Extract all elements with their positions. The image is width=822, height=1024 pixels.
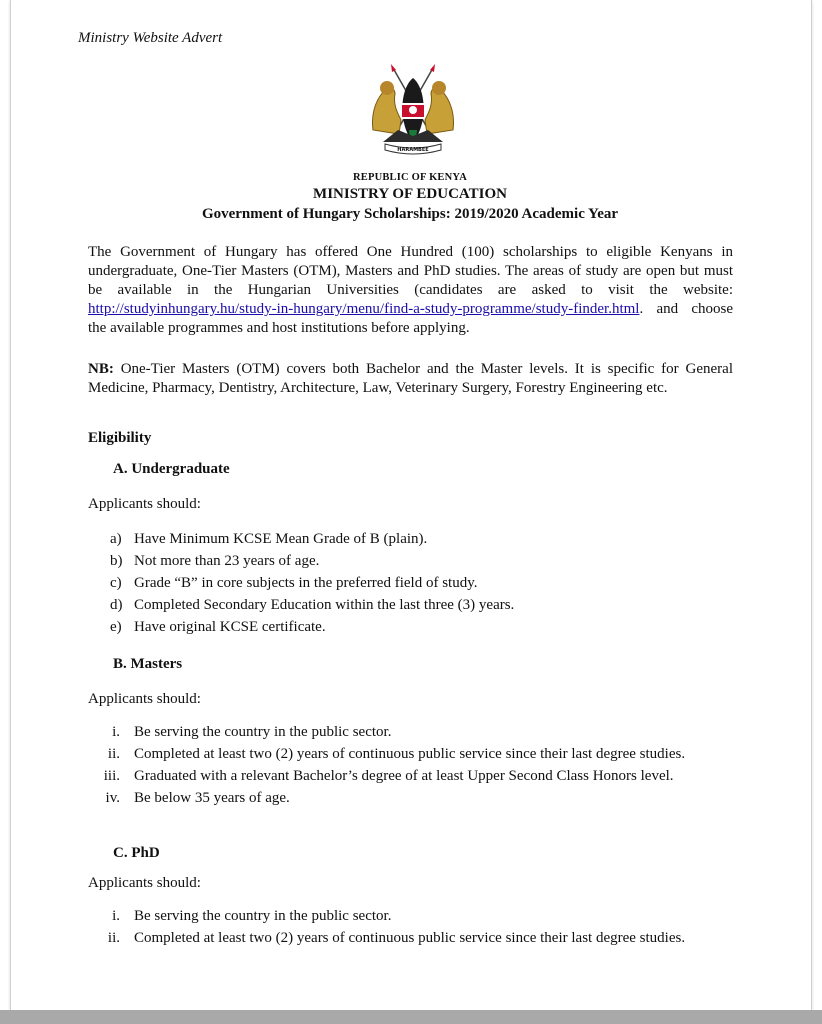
- list-item: c) Grade “B” in core subjects in the preferred field of study.: [110, 575, 478, 591]
- list-item: ii. Completed at least two (2) years of continuous public service since their last degree studies.: [107, 746, 686, 762]
- kenya-coat-of-arms-icon: [363, 60, 463, 160]
- section-intro: Applicants should:: [88, 691, 201, 707]
- intro-paragraph: The Government of Hungary has offered One Hundred (100) scholarships to eligible Kenyans in undergraduate, One-Tier Masters (OTM), Masters and PhD studies. The areas of study are open but must be available in the Hungarian Universities (candidates are asked to visit the website: http://studyinhungary.hu/study-in-hungary/menu/find-a-study-programme/study-finder.html. and choose the available programmes and host institutions before applying.: [88, 244, 733, 336]
- undergraduate-list: [88, 528, 733, 638]
- section-heading-phd: C. PhD: [113, 845, 160, 861]
- section-intro: Applicants should:: [88, 496, 201, 512]
- phd-list: [88, 905, 733, 949]
- list-item: a) Have Minimum KCSE Mean Grade of B (plain).: [110, 531, 428, 547]
- list-item: i. Be serving the country in the public sector.: [112, 908, 392, 924]
- list-item: d) Completed Secondary Education within the last three (3) years.: [110, 597, 515, 613]
- study-finder-link[interactable]: http://studyinhungary.hu/study-in-hungary/menu/find-a-study-programme/study-finder.html: [88, 301, 640, 317]
- header-note: Ministry Website Advert: [78, 30, 223, 46]
- republic-title: REPUBLIC OF KENYA: [352, 172, 468, 183]
- viewer-bottom-bar: [0, 1010, 822, 1024]
- list-item: ii. Completed at least two (2) years of continuous public service since their last degree studies.: [107, 930, 686, 946]
- masters-list: [88, 721, 733, 809]
- svg-text:HARAMBEE: HARAMBEE: [397, 147, 429, 153]
- ministry-title: MINISTRY OF EDUCATION: [313, 186, 507, 202]
- list-item: iii. Graduated with a relevant Bachelor’s degree of at least Upper Second Class Honors level.: [103, 768, 674, 784]
- section-heading-undergraduate: A. Undergraduate: [113, 461, 230, 477]
- scholarship-title: Government of Hungary Scholarships: 2019/2020 Academic Year: [201, 206, 619, 222]
- nb-paragraph: NB: One-Tier Masters (OTM) covers both Bachelor and the Master levels. It is specific for General Medicine, Pharmacy, Dentistry, Architecture, Law, Veterinary Surgery, Forestry Engineering etc.: [88, 361, 733, 396]
- section-heading-masters: B. Masters: [113, 656, 183, 672]
- nb-label: NB:: [88, 361, 114, 377]
- eligibility-heading: Eligibility: [88, 430, 152, 446]
- list-item: e) Have original KCSE certificate.: [110, 619, 326, 635]
- list-item: b) Not more than 23 years of age.: [110, 553, 320, 569]
- section-intro: Applicants should:: [88, 875, 201, 891]
- list-item: iv. Be below 35 years of age.: [105, 790, 290, 806]
- list-item: i. Be serving the country in the public sector.: [112, 724, 392, 740]
